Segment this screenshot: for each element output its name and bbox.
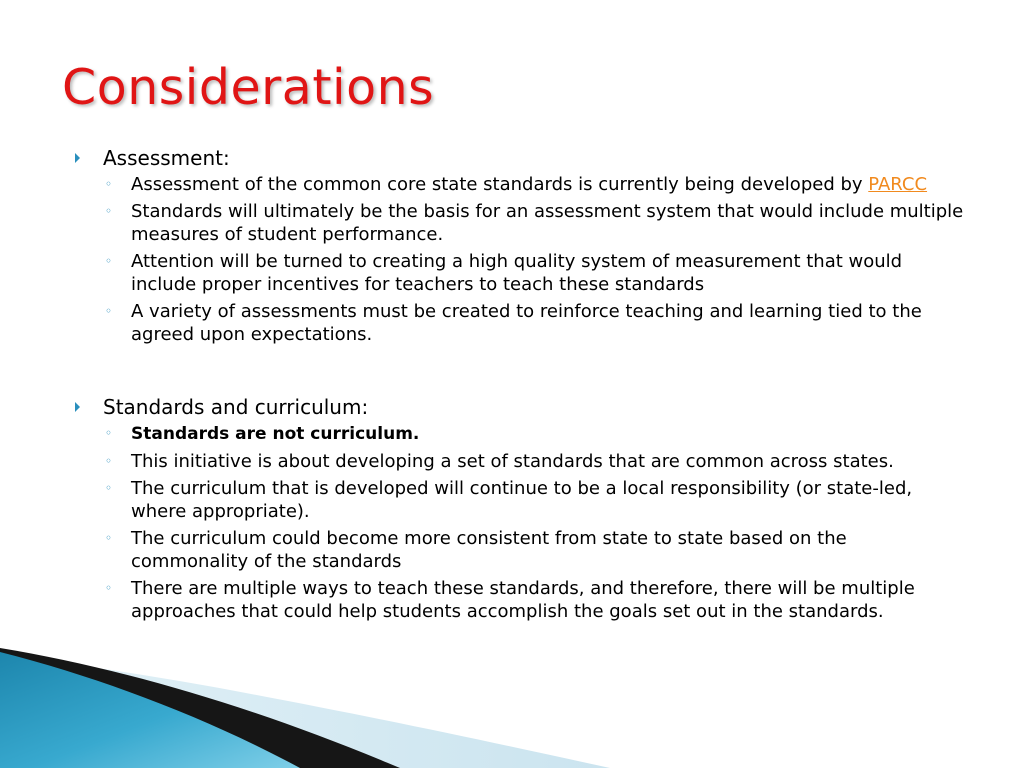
circle-bullet-icon: ◦ bbox=[105, 454, 113, 468]
list-item bbox=[75, 422, 965, 446]
assessment-section bbox=[75, 145, 965, 350]
list-item-text: The curriculum that is developed will continue to be a local responsibility (or state-led, where appropriate). bbox=[131, 478, 913, 522]
standards-heading bbox=[75, 394, 965, 420]
circle-bullet-icon: ◦ bbox=[105, 204, 113, 218]
list-item-text: There are multiple ways to teach these standards, and therefore, there will be multiple approaches that could help students accomplish the goals set out in the standards. bbox=[131, 578, 915, 622]
list-item-text: A variety of assessments must be created to reinforce teaching and learning tied to the agreed upon expectations. bbox=[131, 301, 922, 345]
circle-bullet-icon: ◦ bbox=[105, 531, 113, 545]
list-item-text: Standards are not curriculum. bbox=[131, 424, 420, 444]
standards-section bbox=[75, 394, 965, 627]
list-item bbox=[75, 450, 965, 473]
list-item bbox=[75, 527, 965, 573]
list-item-text: Assessment of the common core state standards is currently being developed by bbox=[131, 174, 869, 195]
assessment-heading bbox=[75, 145, 965, 171]
circle-bullet-icon: ◦ bbox=[105, 481, 113, 495]
assessment-list bbox=[75, 173, 965, 346]
list-item bbox=[75, 200, 965, 246]
list-item bbox=[75, 300, 965, 346]
list-item bbox=[75, 577, 965, 623]
list-item-text: Standards will ultimately be the basis for an assessment system that would include multiple measures of student performance. bbox=[131, 201, 964, 245]
circle-bullet-icon: ◦ bbox=[105, 304, 113, 318]
parcc-link[interactable]: PARCC bbox=[868, 174, 928, 195]
list-item bbox=[75, 250, 965, 296]
circle-bullet-icon: ◦ bbox=[105, 254, 113, 268]
circle-bullet-icon: ◦ bbox=[105, 426, 113, 440]
list-item-text: The curriculum could become more consistent from state to state based on the commonality of the standards bbox=[131, 528, 847, 572]
list-item bbox=[75, 477, 965, 523]
standards-list bbox=[75, 422, 965, 623]
arrow-bullet-icon bbox=[75, 402, 80, 412]
assessment-heading-text: Assessment: bbox=[103, 146, 230, 170]
slide-title: Considerations bbox=[62, 59, 435, 116]
circle-bullet-icon: ◦ bbox=[105, 581, 113, 595]
list-item-text: Attention will be turned to creating a high quality system of measurement that would include proper incentives for teachers to teach these standards bbox=[131, 251, 903, 295]
circle-bullet-icon: ◦ bbox=[105, 177, 113, 191]
list-item-text: This initiative is about developing a set of standards that are common across states. bbox=[131, 451, 894, 472]
standards-heading-text: Standards and curriculum: bbox=[103, 395, 369, 419]
arrow-bullet-icon bbox=[75, 153, 80, 163]
list-item bbox=[75, 173, 965, 196]
